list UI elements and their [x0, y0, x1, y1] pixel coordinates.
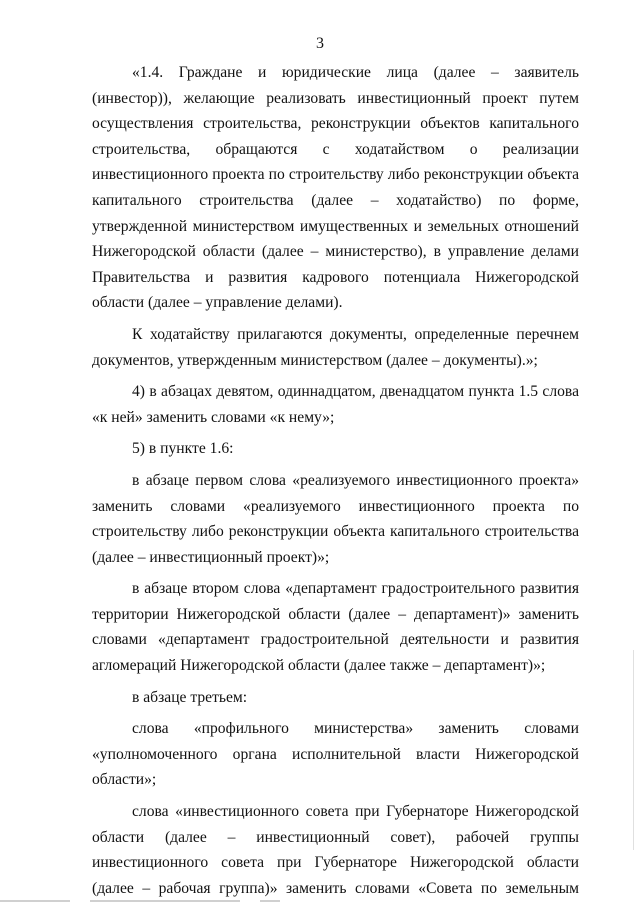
paragraph-profile-ministry: слова «профильного министерства» заменить словами «уполномоченного органа исполнительной власти Нижегородской области»; — [92, 720, 579, 789]
paragraph-investment-council: слова «инвестиционного совета при Губернаторе Нижегородской области (далее – инвестиционный совет), рабочей группы инвестиционного совета при Губернаторе Нижегородской области (далее – рабочая группа)» заменить словами «Совета по земельным — [92, 803, 579, 897]
paragraph-1-4: «1.4. Граждане и юридические лица (далее – заявитель (инвестор)), желающие реализовать инвестиционный проект путем осуществления строительства, реконструкции объектов капитального строительства, обращаются с ходатайством о реализации инвестиционного проекта по строительству либо реконструкции объекта капитального строительства (далее – ходатайство) по форме, утвержденной министерством имущественных и земельных отношений Нижегородской области (далее – министерство), в управление делами Правительства и развития кадрового потенциала Нижегородской области (далее – управление делами). — [92, 64, 579, 312]
scan-artifact-edge — [633, 650, 634, 850]
page-number: 3 — [316, 35, 324, 52]
scan-artifact-line — [260, 900, 280, 902]
document-body — [92, 60, 579, 901]
scan-artifact-line — [90, 900, 240, 902]
paragraph-third-abzac: в абзаце третьем: — [132, 688, 248, 706]
paragraph-documents: К ходатайству прилагаются документы, определенные перечнем документов, утвержденным министерством (далее – документы).»; — [92, 325, 579, 369]
scan-artifact-line — [0, 900, 70, 902]
paragraph-second-abzac: в абзаце втором слова «департамент градостроительного развития территории Нижегородской области (далее – департамент)» заменить словами «департамент градостроительной деятельности и развития агломераций Нижегородской области (далее также – департамент)»; — [92, 580, 579, 675]
paragraph-item-4: 4) в абзацах девятом, одиннадцатом, двенадцатом пункта 1.5 слова «к ней» заменить словами «к нему»; — [92, 383, 579, 426]
paragraph-first-abzac: в абзаце первом слова «реализуемого инвестиционного проекта» заменить словами «реализуемого инвестиционного проекта по строительству либо реконструкции объекта капитального строительства (далее – инвестиционный проект)»; — [92, 471, 579, 566]
paragraph-item-5: 5) в пункте 1.6: — [132, 440, 234, 458]
